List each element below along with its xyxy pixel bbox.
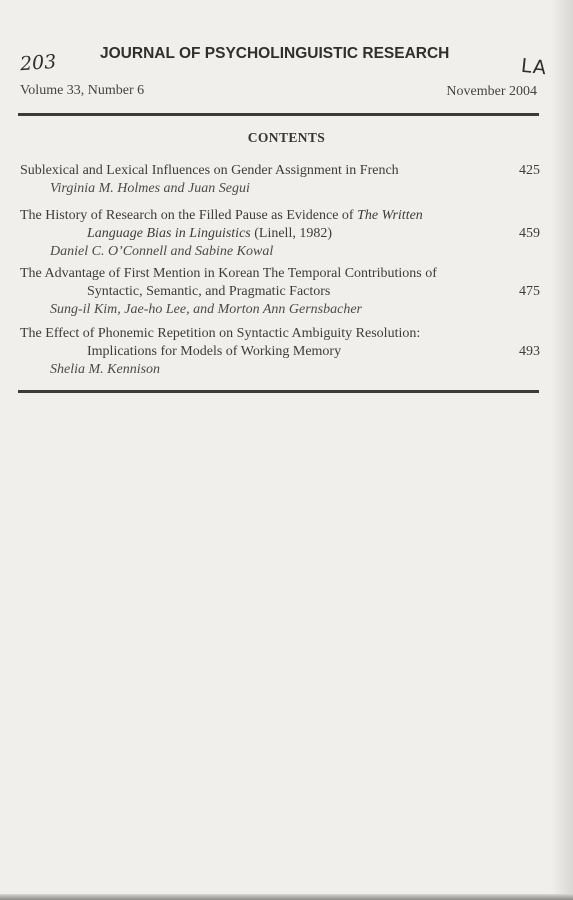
top-rule	[18, 113, 539, 116]
article-title-continued: Language Bias in Linguistics (Linell, 1982)	[87, 226, 332, 241]
article-title-continued: Syntactic, Semantic, and Pragmatic Factors	[87, 284, 331, 299]
article-authors: Daniel C. O’Connell and Sabine Kowal	[50, 244, 274, 259]
page-number: 475	[519, 284, 540, 299]
article-title-continued: Implications for Models of Working Memory	[87, 344, 342, 359]
title-italic-part: Language Bias in Linguistics	[87, 226, 251, 241]
journal-title: JOURNAL OF PSYCHOLINGUISTIC RESEARCH	[100, 45, 450, 62]
toc-entry[interactable]	[20, 325, 540, 379]
article-authors: Sung-il Kim, Jae-ho Lee, and Morton Ann Gernsbacher	[50, 302, 362, 317]
article-title: Sublexical and Lexical Influences on Gender Assignment in French	[20, 163, 399, 178]
bottom-rule	[18, 390, 539, 393]
article-title: The History of Research on the Filled Pause as Evidence of The Written	[20, 208, 423, 223]
article-title: The Advantage of First Mention in Korean The Temporal Contributions of	[20, 266, 437, 281]
volume-number: Volume 33, Number 6	[20, 83, 145, 98]
toc-entry[interactable]	[20, 207, 540, 261]
page-number: 425	[519, 163, 540, 178]
title-italic-part: The Written	[357, 208, 423, 223]
page-bottom-edge	[0, 894, 573, 900]
page-number: 493	[519, 344, 540, 359]
page-number: 459	[519, 226, 540, 241]
issue-date: November 2004	[446, 84, 537, 99]
article-title: The Effect of Phonemic Repetition on Syntactic Ambiguity Resolution:	[20, 326, 421, 341]
toc-entry[interactable]	[20, 162, 540, 198]
article-authors: Shelia M. Kennison	[50, 362, 161, 377]
contents-heading: CONTENTS	[247, 130, 326, 145]
handwritten-initials: LA	[519, 54, 549, 80]
handwritten-number: 203	[19, 50, 57, 76]
article-authors: Virginia M. Holmes and Juan Segui	[50, 181, 250, 196]
toc-entry[interactable]	[20, 265, 540, 319]
